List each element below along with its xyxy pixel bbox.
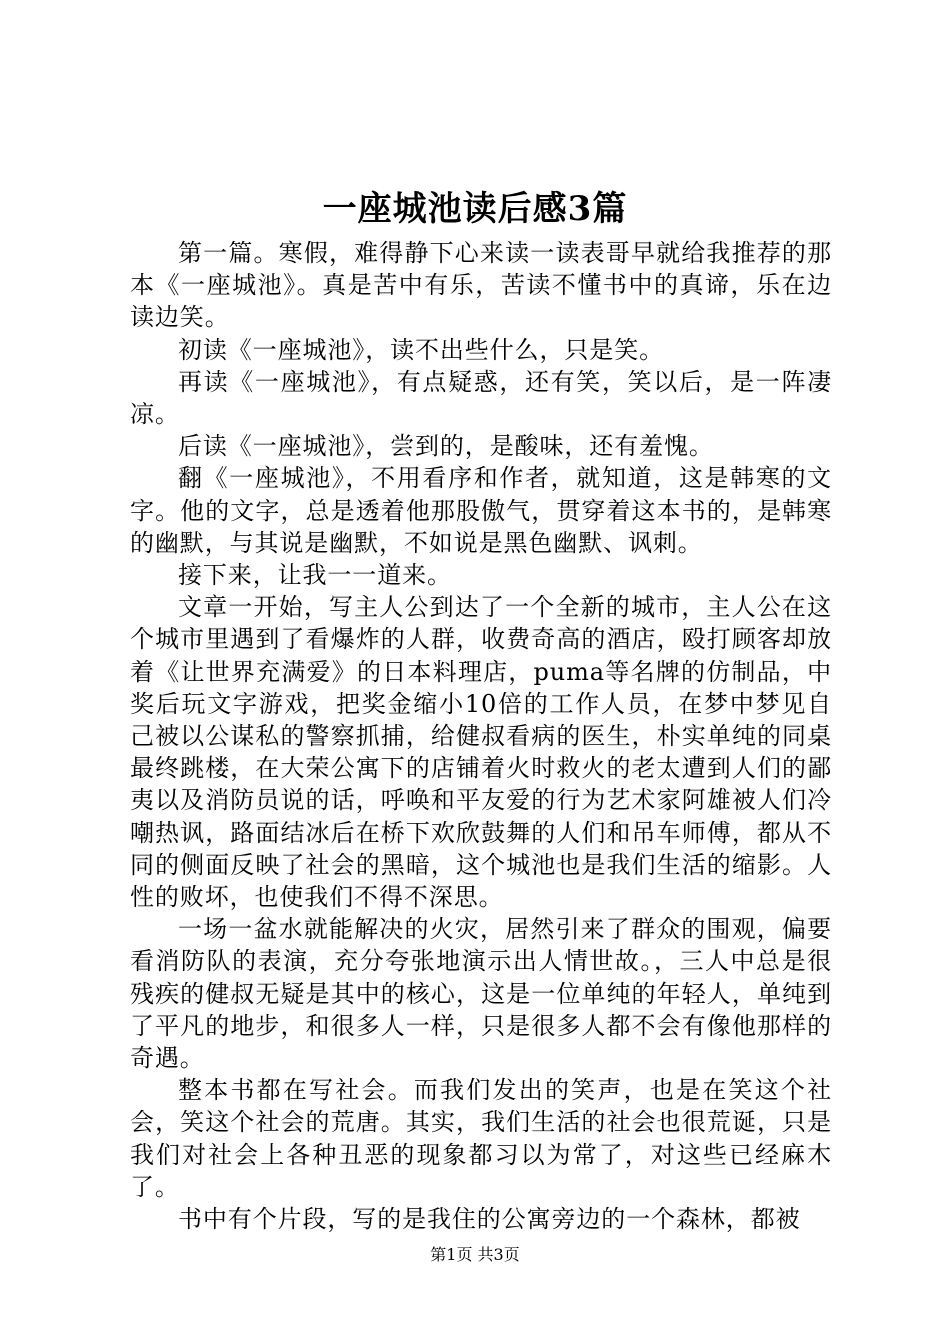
paragraph: 接下来，让我一一道来。 bbox=[178, 561, 452, 590]
document-body bbox=[130, 237, 832, 1235]
paragraph: 第一篇。寒假，难得静下心来读一读表哥早就给我推荐的那本《一座城池》。真是苦中有乐，苦读不懂书中的真谛，乐在边读边笑。 bbox=[130, 239, 832, 332]
document-title: 一座城池读后感3篇 bbox=[322, 189, 628, 229]
paragraph: 再读《一座城池》，有点疑惑，还有笑，笑以后，是一阵凄凉。 bbox=[130, 367, 832, 429]
paragraph: 一场一盆水就能解决的火灾，居然引来了群众的围观，偏要看消防队的表演，充分夸张地演示出人情世故。，三人中总是很残疾的健叔无疑是其中的核心，这是一位单纯的年轻人，单纯到了平凡的地步，和很多人一样，只是很多人都不会有像他那样的奇遇。 bbox=[130, 915, 832, 1073]
page-number-footer: 第1页 共3页 bbox=[430, 1245, 520, 1264]
paragraph: 翻《一座城池》，不用看序和作者，就知道，这是韩寒的文字。他的文字，总是透着他那股傲气，贯穿着这本书的，是韩寒的幽默，与其说是幽默，不如说是黑色幽默、讽刺。 bbox=[130, 464, 832, 557]
paragraph: 书中有个片段，写的是我住的公寓旁边的一个森林，都被 bbox=[178, 1205, 801, 1234]
paragraph: 整本书都在写社会。而我们发出的笑声，也是在笑这个社会，笑这个社会的荒唐。其实，我们生活的社会也很荒诞，只是我们对社会上各种丑恶的现象都习以为常了，对这些已经麻木了。 bbox=[130, 1076, 832, 1201]
paragraph: 文章一开始，写主人公到达了一个全新的城市，主人公在这个城市里遇到了看爆炸的人群，收费奇高的酒店，殴打顾客却放着《让世界充满爱》的日本料理店，puma等名牌的仿制品，中奖后玩文字游戏，把奖金缩小10倍的工作人员，在梦中梦见自己被以公谋私的警察抓捕，给健叔看病的医生，朴实单纯的同桌最终跳楼，在大荣公寓下的店铺着火时救火的老太遭到人们的鄙夷以及消防员说的话，呼唤和平友爱的行为艺术家阿雄被人们冷嘲热讽，路面结冰后在桥下欢欣鼓舞的人们和吊车师傅，都从不同的侧面反映了社会的黑暗，这个城池也是我们生活的缩影。人性的败坏，也使我们不得不深思。 bbox=[130, 593, 832, 912]
paragraph: 后读《一座城池》，尝到的，是酸味，还有羞愧。 bbox=[178, 432, 714, 461]
paragraph: 初读《一座城池》，读不出些什么，只是笑。 bbox=[178, 335, 664, 364]
